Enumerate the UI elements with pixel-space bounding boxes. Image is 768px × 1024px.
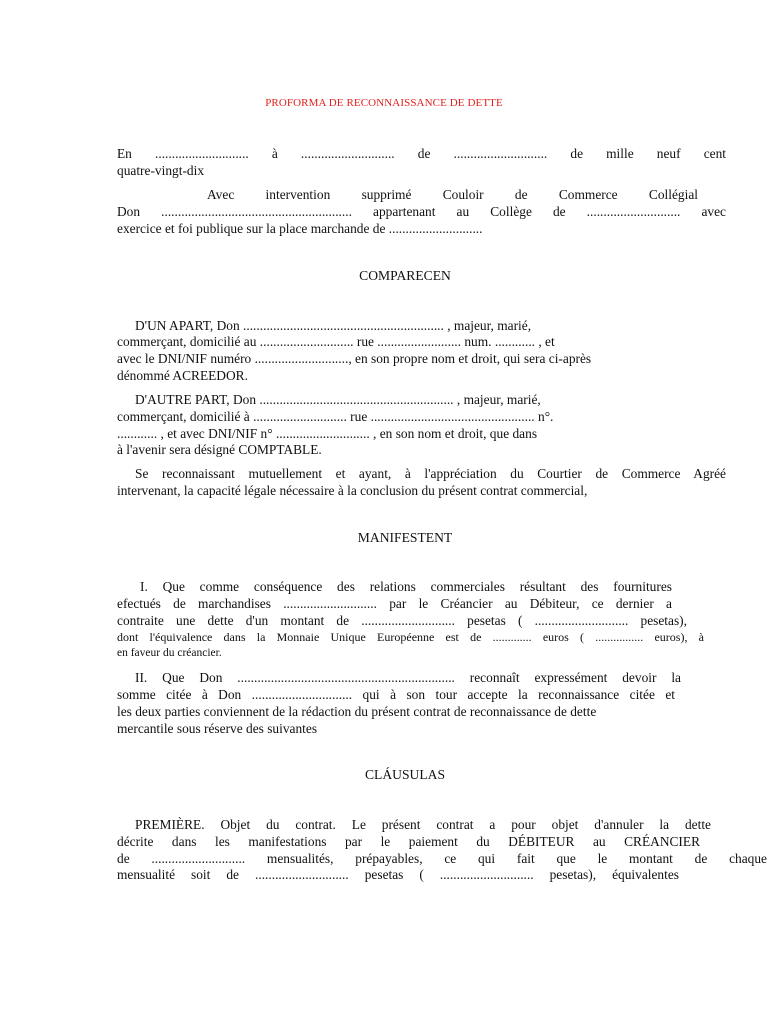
clausulas-premiere-line-4: mensualité soit de ............................ pesetas ( ............................ pesetas), équivalentes — [117, 867, 679, 882]
comparecen-p3-line-2: intervenant, la capacité légale nécessaire à la conclusion du présent contrat commercial, — [117, 483, 588, 498]
manifestent-i-line-1: I. Que comme conséquence des relations commerciales résultant des fournitures — [140, 579, 672, 594]
intro-line-4: Don ......................................................... appartenant au Collège de ............................ avec — [117, 204, 726, 219]
intro-line-3: Avec intervention supprimé Couloir de Commerce Collégial — [207, 187, 698, 202]
comparecen-p1-line-4: dénommé ACREEDOR. — [117, 368, 248, 383]
comparecen-p2-line-4: à l'avenir sera désigné COMPTABLE. — [117, 442, 322, 457]
clausulas-premiere-line-1: PREMIÈRE. Objet du contrat. Le présent contrat a pour objet d'annuler la dette — [135, 817, 711, 832]
comparecen-p2-line-2: commerçant, domicilié à ............................ rue ................................................. n°. — [117, 409, 554, 424]
intro-line-5: exercice et foi publique sur la place marchande de ............................ — [117, 221, 483, 236]
comparecen-p2-line-3: ............ , et avec DNI/NIF n° ............................ , en son nom et droit, que dans — [117, 426, 538, 441]
manifestent-i-line-5: en faveur du créancier. — [117, 647, 222, 659]
section-heading-clausulas: CLÁUSULAS — [364, 767, 446, 782]
manifestent-i-line-2: efectués de marchandises ............................ par le Créancier au Débiteur, ce dernier a — [117, 596, 672, 611]
intro-line-1: En ............................ à ............................ de ............................ de mille neuf cent — [117, 146, 726, 161]
document-title: PROFORMA DE RECONNAISSANCE DE DETTE — [265, 97, 503, 109]
manifestent-ii-line-3: les deux parties conviennent de la rédaction du présent contrat de reconnaissance de dette — [117, 704, 597, 719]
clausulas-premiere-line-2: décrite dans les manifestations par le paiement du DÉBITEUR au CRÉANCIER — [117, 834, 700, 849]
comparecen-p2-line-1: D'AUTRE PART, Don .......................................................... , majeur, marié, — [135, 392, 541, 407]
clausulas-premiere-line-3: de ............................ mensualités, prépayables, ce qui fait que le montant de chaque — [117, 851, 767, 866]
manifestent-ii-line-4: mercantile sous réserve des suivantes — [117, 721, 318, 736]
comparecen-p1-line-2: commerçant, domicilié au ............................ rue ......................... num. ............ , et — [117, 334, 555, 349]
section-heading-comparecen: COMPARECEN — [359, 268, 451, 283]
comparecen-p1-line-1: D'UN APART, Don ............................................................ , majeur, marié, — [135, 318, 532, 333]
manifestent-i-line-3: contraite une dette d'un montant de ............................ pesetas ( ............................ pesetas), — [117, 613, 687, 628]
manifestent-i-line-4: dont l'équivalence dans la Monnaie Unique Européenne est de ............. euros ( ................ euros), à — [117, 630, 704, 644]
section-heading-manifestent: MANIFESTENT — [357, 530, 453, 545]
comparecen-p1-line-3: avec le DNI/NIF numéro ............................, en son propre nom et droit, qui sera ci-après — [117, 351, 592, 366]
intro-line-2: quatre-vingt-dix — [117, 163, 205, 178]
manifestent-ii-line-2: somme citée à Don .............................. qui à son tour accepte la reconnaissance citée et — [117, 687, 675, 702]
manifestent-ii-line-1: II. Que Don ................................................................. reconnaît expressément devoir la — [135, 670, 681, 685]
comparecen-p3-line-1: Se reconnaissant mutuellement et ayant, à l'appréciation du Courtier de Commerce Agréé — [135, 466, 726, 481]
